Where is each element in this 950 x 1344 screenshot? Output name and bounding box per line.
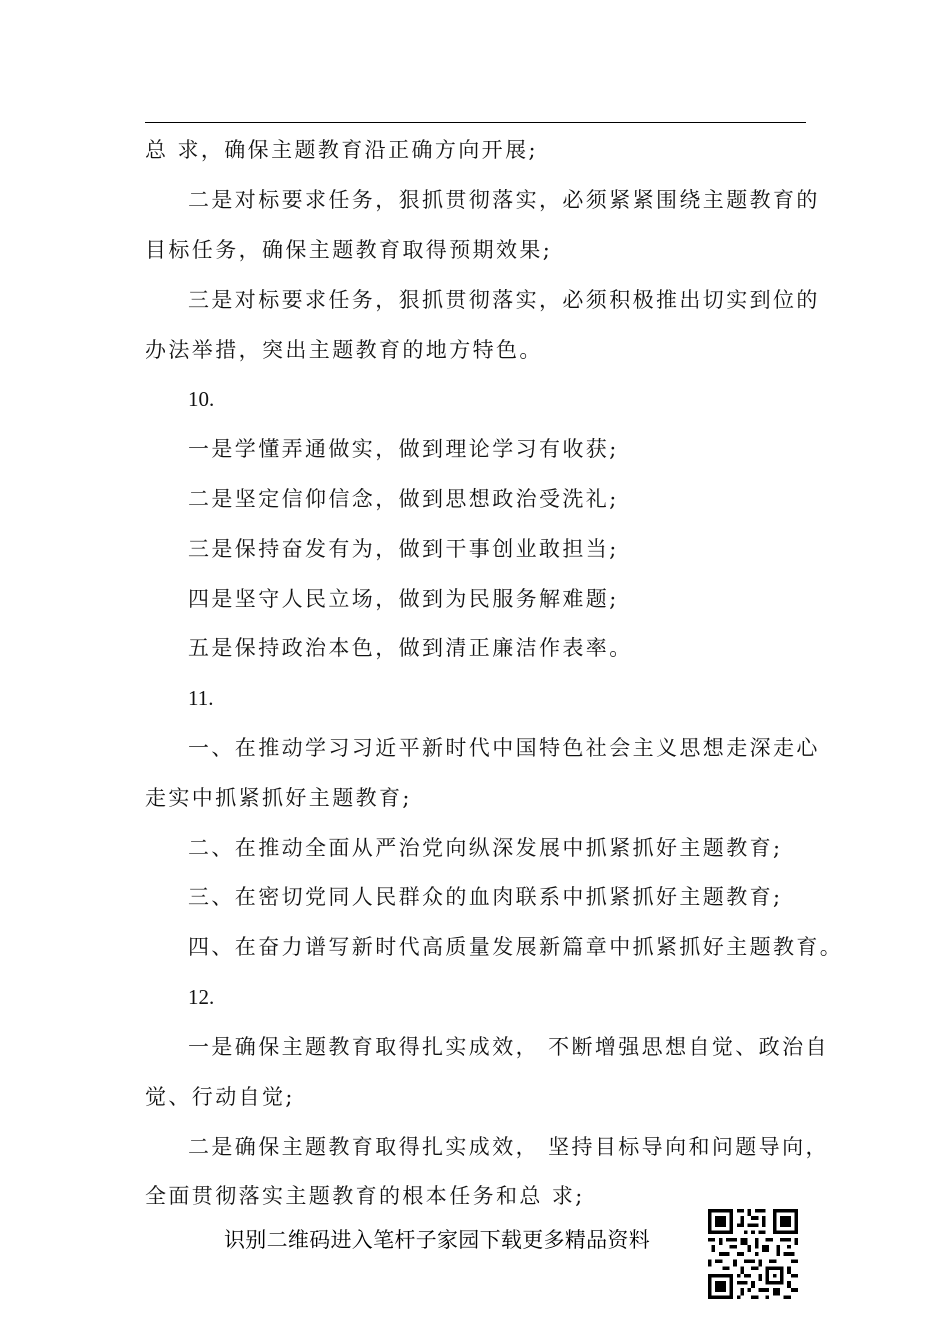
paragraph-line: 总 求，确保主题教育沿正确方向开展; <box>145 138 538 162</box>
paragraph-line: 一是学懂弄通做实，做到理论学习有收获; <box>188 437 619 461</box>
paragraph-line: 觉、行动自觉; <box>145 1085 295 1109</box>
paragraph-line: 一是确保主题教育取得扎实成效， 不断增强思想自觉、政治自 <box>188 1035 829 1059</box>
paragraph-line: 五是保持政治本色，做到清正廉洁作表率。 <box>188 636 633 660</box>
paragraph-line: 四是坚守人民立场，做到为民服务解难题; <box>188 587 619 611</box>
footer-promo-text: 识别二维码进入笔杆子家园下载更多精品资料 <box>224 1228 650 1252</box>
paragraph-line: 二、在推动全面从严治党向纵深发展中抓紧抓好主题教育; <box>188 836 783 860</box>
section-number: 10. <box>188 387 215 411</box>
paragraph-line: 三是对标要求任务，狠抓贯彻落实，必须积极推出切实到位的 <box>188 288 820 312</box>
paragraph-line: 四、在奋力谱写新时代高质量发展新篇章中抓紧抓好主题教育。 <box>188 935 844 959</box>
header-rule <box>145 122 806 123</box>
qr-code-icon[interactable] <box>708 1209 798 1299</box>
paragraph-line: 全面贯彻落实主题教育的根本任务和总 求; <box>145 1184 585 1208</box>
paragraph-line: 办法举措，突出主题教育的地方特色。 <box>145 338 543 362</box>
paragraph-line: 三是保持奋发有为，做到干事创业敢担当; <box>188 537 619 561</box>
paragraph-line: 二是坚定信仰信念，做到思想政治受洗礼; <box>188 487 619 511</box>
section-number: 12. <box>188 985 215 1009</box>
paragraph-line: 三、在密切党同人民群众的血肉联系中抓紧抓好主题教育; <box>188 885 783 909</box>
section-number: 11. <box>188 686 214 710</box>
paragraph-line: 二是确保主题教育取得扎实成效， 坚持目标导向和问题导向， <box>188 1135 829 1159</box>
paragraph-line: 走实中抓紧抓好主题教育; <box>145 786 412 810</box>
paragraph-line: 目标任务，确保主题教育取得预期效果; <box>145 238 553 262</box>
paragraph-line: 二是对标要求任务，狠抓贯彻落实，必须紧紧围绕主题教育的 <box>188 188 820 212</box>
paragraph-line: 一、在推动学习习近平新时代中国特色社会主义思想走深走心 <box>188 736 820 760</box>
